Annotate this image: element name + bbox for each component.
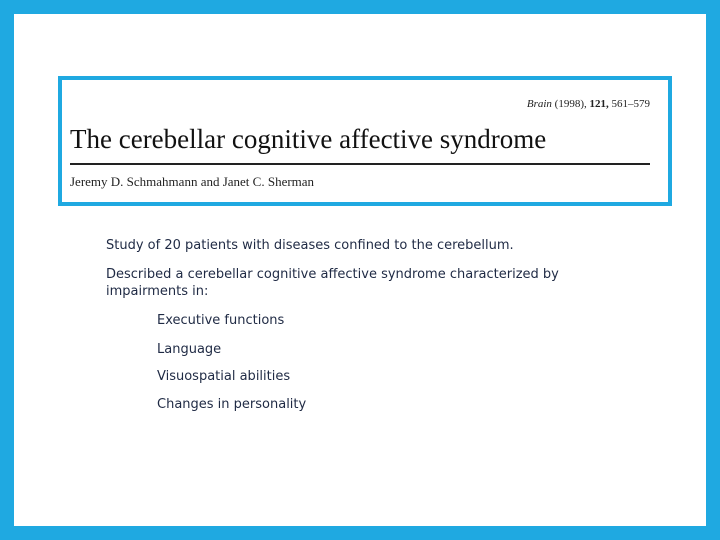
volume: 121, xyxy=(589,98,609,110)
list-item: Changes in personality xyxy=(157,397,307,412)
journal-name: Brain xyxy=(526,98,552,110)
citation xyxy=(527,98,650,110)
paper-title: The cerebellar cognitive affective syndrome xyxy=(70,124,547,154)
slide xyxy=(14,14,706,526)
paper-header-image xyxy=(58,76,672,206)
authors: Jeremy D. Schmahmann and Janet C. Sherman xyxy=(70,174,315,189)
body-paragraph-1: Study of 20 patients with diseases confined to the cerebellum. xyxy=(106,238,514,253)
pages: 561–579 xyxy=(611,98,650,110)
list-item: Visuospatial abilities xyxy=(157,369,291,384)
title-rule xyxy=(70,163,650,165)
list-item: Language xyxy=(157,342,222,357)
list-item: Executive functions xyxy=(157,313,285,328)
body-paragraph-2: Described a cerebellar cognitive affective syndrome characterized by impairments in: xyxy=(106,267,559,299)
publication-year: (1998), xyxy=(554,98,587,110)
